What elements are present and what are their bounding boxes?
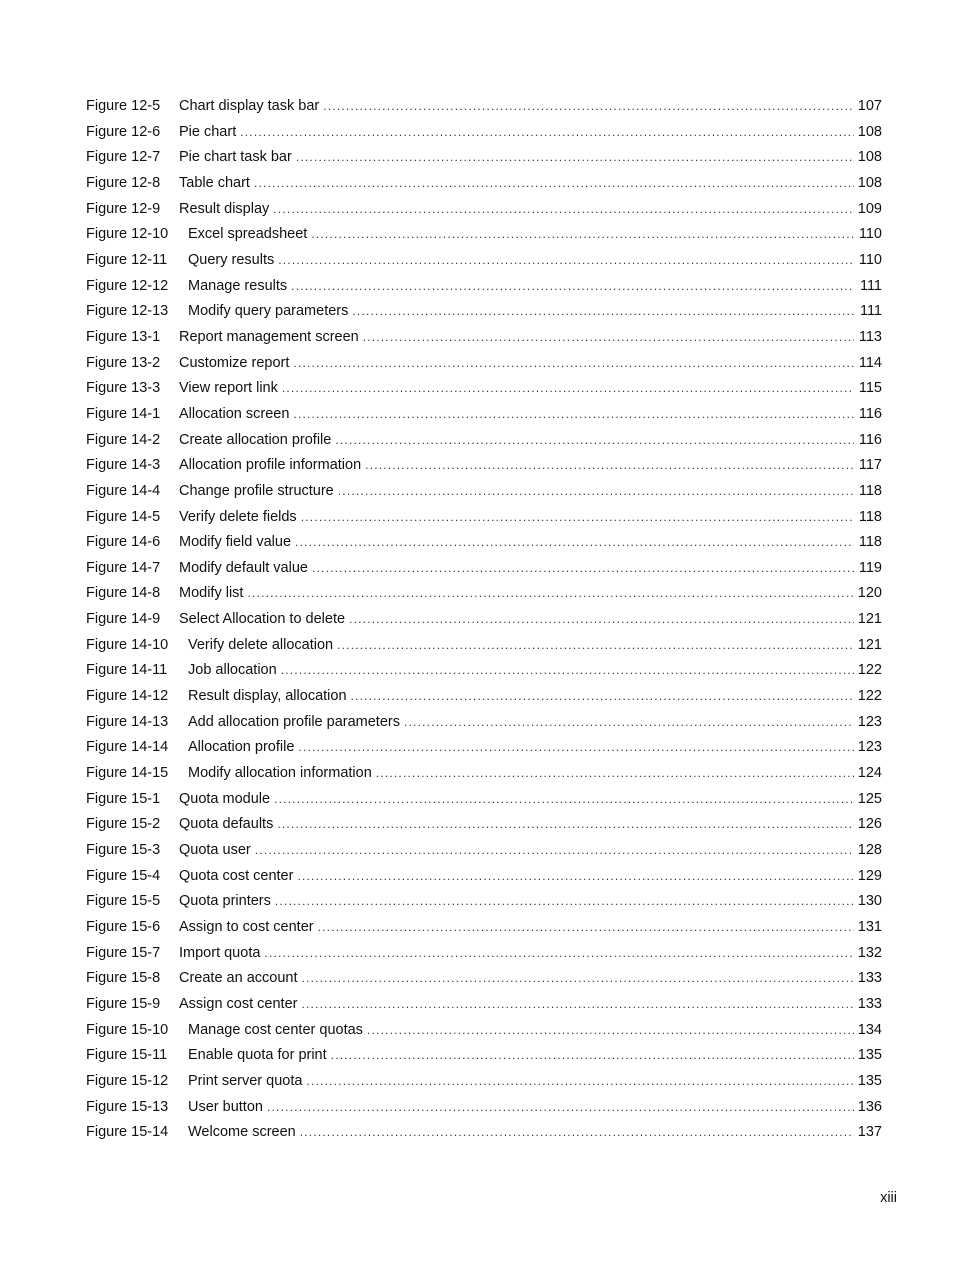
figure-number: Figure 12-11 xyxy=(86,251,168,268)
toc-entry[interactable] xyxy=(86,1018,882,1044)
dot-leader xyxy=(312,556,854,582)
page-reference: 123 xyxy=(857,713,882,730)
dot-leader xyxy=(267,1095,854,1121)
dot-leader xyxy=(298,735,853,761)
figure-title: Allocation profile information xyxy=(179,457,362,474)
toc-entry[interactable] xyxy=(86,633,882,659)
figure-title: Pie chart task bar xyxy=(179,149,292,166)
dot-leader xyxy=(363,325,854,351)
toc-entry[interactable] xyxy=(86,941,882,967)
figure-title: Result display xyxy=(179,200,270,217)
dot-leader xyxy=(295,530,854,556)
figure-number: Figure 15-14 xyxy=(86,1124,169,1141)
page-reference: 132 xyxy=(857,944,882,961)
figure-title: Report management screen xyxy=(179,328,359,345)
figure-number: Figure 13-3 xyxy=(86,380,161,397)
figure-number: Figure 13-1 xyxy=(86,328,161,345)
figure-number: Figure 14-4 xyxy=(86,482,161,499)
figure-number: Figure 15-6 xyxy=(86,919,161,935)
figure-title: Modify list xyxy=(179,585,244,602)
figure-title: Modify allocation information xyxy=(188,765,372,782)
toc-entry[interactable] xyxy=(86,1120,882,1146)
toc-entry[interactable] xyxy=(86,556,882,582)
dot-leader xyxy=(376,761,854,787)
page-reference: 136 xyxy=(857,1098,882,1115)
dot-leader xyxy=(404,710,854,736)
toc-entry[interactable] xyxy=(86,197,882,223)
page-reference: 137 xyxy=(857,1124,882,1141)
toc-entry[interactable] xyxy=(86,248,882,274)
page-reference: 111 xyxy=(859,303,882,320)
figure-number: Figure 14-8 xyxy=(86,585,161,602)
toc-entry[interactable] xyxy=(86,530,882,556)
dot-leader xyxy=(293,351,854,377)
toc-entry[interactable] xyxy=(86,402,882,428)
figure-number: Figure 12-13 xyxy=(86,303,169,320)
page-reference: 121 xyxy=(857,611,882,628)
figure-title: Quota cost center xyxy=(179,867,294,884)
figure-title: Print server quota xyxy=(188,1072,303,1089)
dot-leader xyxy=(318,915,854,941)
figure-number: Figure 15-7 xyxy=(86,944,161,961)
figure-number: Figure 14-1 xyxy=(86,405,161,422)
figure-number: Figure 14-2 xyxy=(86,431,161,448)
list-of-figures xyxy=(86,94,882,1146)
dot-leader xyxy=(278,248,854,274)
dot-leader xyxy=(293,402,854,428)
page-reference: 135 xyxy=(857,1047,882,1064)
dot-leader xyxy=(264,941,853,967)
figure-title: Create an account xyxy=(179,970,298,987)
figure-title: Modify default value xyxy=(179,559,308,576)
dot-leader xyxy=(349,607,854,633)
page-reference: 110 xyxy=(858,226,882,243)
figure-number: Figure 15-8 xyxy=(86,970,161,987)
figure-title: Select Allocation to delete xyxy=(179,611,346,628)
figure-number: Figure 14-5 xyxy=(86,508,161,525)
page-reference: 128 xyxy=(857,842,882,859)
page-reference: 133 xyxy=(857,970,882,987)
toc-entry[interactable] xyxy=(86,145,882,171)
page-reference: 113 xyxy=(858,328,882,345)
toc-entry[interactable] xyxy=(86,222,882,248)
page-reference: 131 xyxy=(857,919,882,935)
figure-number: Figure 14-12 xyxy=(86,688,169,705)
page-reference: 114 xyxy=(858,354,882,371)
figure-title: Import quota xyxy=(179,944,261,961)
page-reference: 108 xyxy=(857,123,882,140)
figure-number: Figure 14-9 xyxy=(86,611,161,628)
page-reference: 123 xyxy=(857,739,882,756)
page-reference: 134 xyxy=(857,1021,882,1038)
figure-number: Figure 12-10 xyxy=(86,226,169,243)
figure-number: Figure 14-11 xyxy=(86,662,168,679)
figure-title: Table chart xyxy=(179,174,250,191)
page-reference: 109 xyxy=(857,200,882,217)
dot-leader xyxy=(247,581,853,607)
dot-leader xyxy=(335,428,854,454)
page-reference: 108 xyxy=(857,149,882,166)
page-reference: 124 xyxy=(857,765,882,782)
toc-entry[interactable] xyxy=(86,658,882,684)
dot-leader xyxy=(296,145,854,171)
figure-number: Figure 15-1 xyxy=(86,790,161,807)
figure-title: Quota printers xyxy=(179,893,271,910)
figure-title: Pie chart xyxy=(179,123,237,140)
page-reference: 111 xyxy=(859,277,882,294)
toc-entry[interactable] xyxy=(86,453,882,479)
dot-leader xyxy=(311,222,854,248)
dot-leader xyxy=(367,1018,854,1044)
page-reference: 120 xyxy=(857,585,882,602)
page-reference: 125 xyxy=(857,790,882,807)
dot-leader xyxy=(281,658,854,684)
dot-leader xyxy=(273,197,854,223)
page-reference: 129 xyxy=(857,867,882,884)
figure-number: Figure 15-5 xyxy=(86,893,161,910)
figure-title: Customize report xyxy=(179,354,290,371)
dot-leader xyxy=(306,1069,853,1095)
figure-number: Figure 15-11 xyxy=(86,1047,168,1064)
dot-leader xyxy=(301,992,853,1018)
dot-leader xyxy=(254,171,854,197)
figure-title: Quota user xyxy=(179,842,251,859)
toc-entry[interactable] xyxy=(86,120,882,146)
toc-entry[interactable] xyxy=(86,94,882,120)
toc-entry[interactable] xyxy=(86,505,882,531)
figure-title: Allocation profile xyxy=(188,739,295,756)
page-reference: 110 xyxy=(858,251,882,268)
toc-entry[interactable] xyxy=(86,889,882,915)
toc-entry[interactable] xyxy=(86,376,882,402)
figure-title: Enable quota for print xyxy=(188,1047,327,1064)
dot-leader xyxy=(365,453,854,479)
dot-leader xyxy=(291,274,854,300)
figure-number: Figure 14-14 xyxy=(86,739,169,756)
figure-title: Manage results xyxy=(188,277,288,294)
toc-entry[interactable] xyxy=(86,325,882,351)
dot-leader xyxy=(323,94,854,120)
page-reference: 108 xyxy=(857,174,882,191)
toc-entry[interactable] xyxy=(86,915,882,941)
dot-leader xyxy=(240,120,854,146)
figure-number: Figure 12-9 xyxy=(86,200,161,217)
figure-number: Figure 14-3 xyxy=(86,457,161,474)
figure-title: User button xyxy=(188,1098,263,1115)
figure-number: Figure 15-13 xyxy=(86,1098,169,1115)
dot-leader xyxy=(282,376,854,402)
toc-entry[interactable] xyxy=(86,761,882,787)
page-number: xiii xyxy=(880,1190,897,1206)
figure-title: Job allocation xyxy=(188,662,277,679)
figure-title: Add allocation profile parameters xyxy=(188,713,400,730)
page-reference: 122 xyxy=(857,662,882,679)
figure-title: Modify field value xyxy=(179,534,292,551)
figure-number: Figure 14-13 xyxy=(86,713,169,730)
figure-title: Modify query parameters xyxy=(188,303,349,320)
dot-leader xyxy=(277,812,853,838)
figure-number: Figure 14-10 xyxy=(86,636,169,653)
toc-entry[interactable] xyxy=(86,812,882,838)
toc-entry[interactable] xyxy=(86,171,882,197)
dot-leader xyxy=(338,479,854,505)
figure-number: Figure 15-2 xyxy=(86,816,161,833)
figure-title: Chart display task bar xyxy=(179,98,320,114)
toc-entry[interactable] xyxy=(86,787,882,813)
dot-leader xyxy=(331,1043,854,1069)
toc-entry[interactable] xyxy=(86,479,882,505)
toc-entry[interactable] xyxy=(86,1095,882,1121)
page-reference: 121 xyxy=(857,636,882,653)
page-reference: 118 xyxy=(858,508,882,525)
page-reference: 118 xyxy=(858,482,882,499)
figure-number: Figure 12-7 xyxy=(86,149,161,166)
figure-title: View report link xyxy=(179,380,278,397)
dot-leader xyxy=(302,966,854,992)
toc-entry[interactable] xyxy=(86,1069,882,1095)
toc-entry[interactable] xyxy=(86,428,882,454)
dot-leader xyxy=(297,864,853,890)
page-reference: 115 xyxy=(858,380,882,397)
page-reference: 126 xyxy=(857,816,882,833)
toc-entry[interactable] xyxy=(86,992,882,1018)
dot-leader xyxy=(301,505,854,531)
figure-number: Figure 14-15 xyxy=(86,765,169,782)
page-reference: 122 xyxy=(857,688,882,705)
page-reference: 119 xyxy=(858,559,882,576)
figure-title: Quota module xyxy=(179,790,271,807)
figure-title: Welcome screen xyxy=(188,1124,296,1141)
page-reference: 118 xyxy=(858,534,882,551)
figure-title: Excel spreadsheet xyxy=(188,226,308,243)
dot-leader xyxy=(300,1120,854,1146)
page-reference: 107 xyxy=(857,98,882,114)
page-reference: 116 xyxy=(858,431,882,448)
toc-entry[interactable] xyxy=(86,581,882,607)
figure-title: Query results xyxy=(188,251,275,268)
page-reference: 116 xyxy=(858,405,882,422)
dot-leader xyxy=(255,838,854,864)
figure-number: Figure 15-4 xyxy=(86,867,161,884)
figure-number: Figure 14-6 xyxy=(86,534,161,551)
figure-title: Verify delete fields xyxy=(179,508,297,525)
figure-title: Assign to cost center xyxy=(179,919,314,935)
page-reference: 133 xyxy=(857,995,882,1012)
figure-number: Figure 15-9 xyxy=(86,995,161,1012)
page-reference: 135 xyxy=(857,1072,882,1089)
figure-number: Figure 14-7 xyxy=(86,559,161,576)
figure-title: Quota defaults xyxy=(179,816,274,833)
toc-entry[interactable] xyxy=(86,710,882,736)
figure-title: Assign cost center xyxy=(179,995,298,1012)
dot-leader xyxy=(337,633,854,659)
figure-title: Verify delete allocation xyxy=(188,636,334,653)
figure-title: Change profile structure xyxy=(179,482,334,499)
figure-number: Figure 13-2 xyxy=(86,354,161,371)
toc-entry[interactable] xyxy=(86,966,882,992)
toc-entry[interactable] xyxy=(86,864,882,890)
figure-number: Figure 12-8 xyxy=(86,174,161,191)
figure-number: Figure 15-12 xyxy=(86,1072,169,1089)
page-reference: 117 xyxy=(858,457,882,474)
figure-number: Figure 15-10 xyxy=(86,1021,169,1038)
toc-entry[interactable] xyxy=(86,684,882,710)
toc-entry[interactable] xyxy=(86,1043,882,1069)
dot-leader xyxy=(275,889,854,915)
dot-leader xyxy=(274,787,854,813)
toc-entry[interactable] xyxy=(86,274,882,300)
figure-title: Result display, allocation xyxy=(188,688,347,705)
toc-entry[interactable] xyxy=(86,299,882,325)
figure-number: Figure 12-5 xyxy=(86,98,161,114)
figure-title: Allocation screen xyxy=(179,405,290,422)
figure-number: Figure 15-3 xyxy=(86,842,161,859)
figure-title: Manage cost center quotas xyxy=(188,1021,363,1038)
toc-entry[interactable] xyxy=(86,838,882,864)
figure-number: Figure 12-6 xyxy=(86,123,161,140)
toc-entry[interactable] xyxy=(86,607,882,633)
page-reference: 130 xyxy=(857,893,882,910)
figure-title: Create allocation profile xyxy=(179,431,332,448)
dot-leader xyxy=(352,299,854,325)
dot-leader xyxy=(351,684,854,710)
figure-number: Figure 12-12 xyxy=(86,277,169,294)
toc-entry[interactable] xyxy=(86,351,882,377)
toc-entry[interactable] xyxy=(86,735,882,761)
